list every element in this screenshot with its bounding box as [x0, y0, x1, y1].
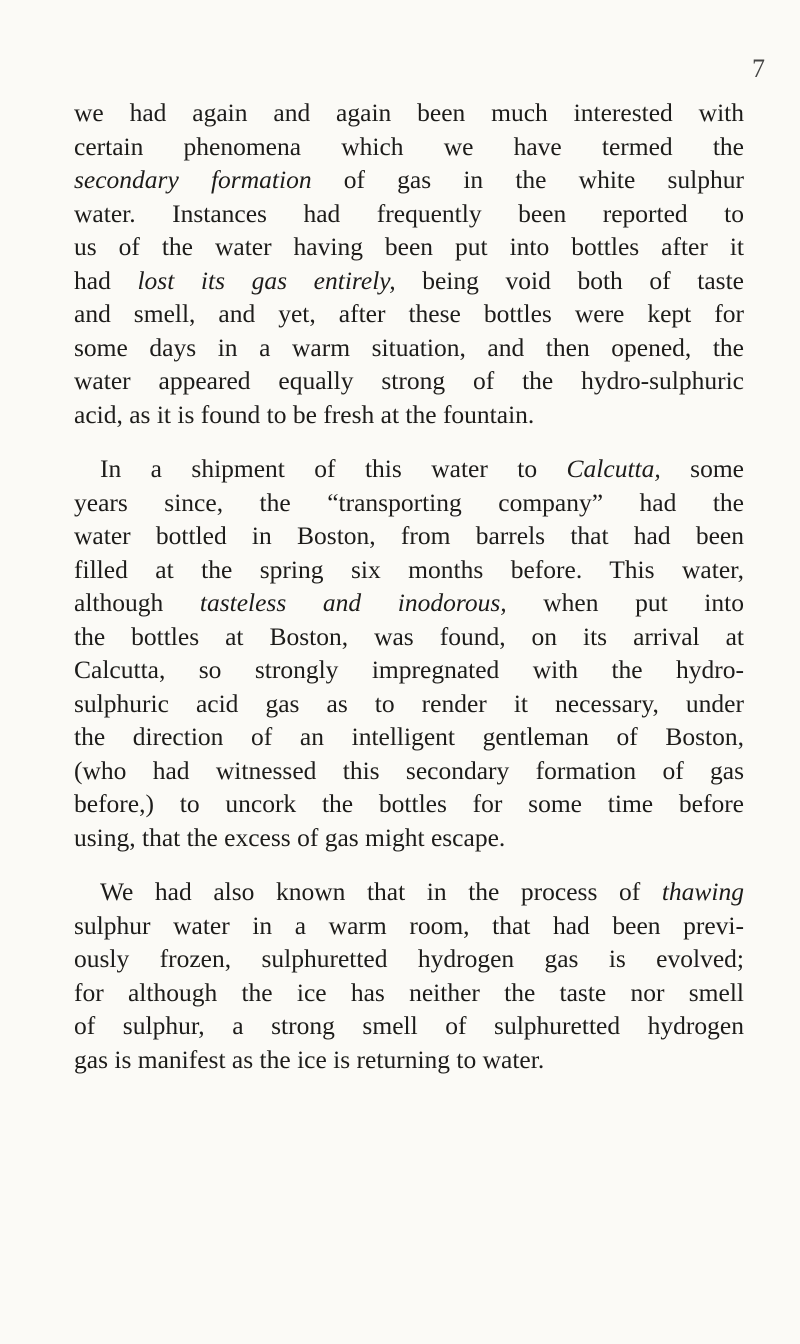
text-line: the direction of an intelligent gentleman of Boston, [74, 722, 744, 751]
text-line: filled at the spring six months before. This water, [74, 554, 744, 584]
text-line [74, 875, 744, 909]
text-segment: although [74, 588, 200, 617]
text-line: Calcutta, so strongly impregnated with the hydro- [74, 655, 744, 684]
body-text [74, 96, 744, 1076]
text-line [74, 452, 744, 486]
italic-phrase: lost its gas entirely, [137, 265, 396, 295]
text-line: years since, the “transporting company” had the [74, 487, 744, 517]
text-line: us of the water having been put into bottles after it [74, 232, 744, 261]
text-line: some days in a warm situation, and then opened, the [74, 332, 744, 362]
text-segment: of gas in the white sulphur [311, 165, 744, 194]
text-line: gas is manifest as the ice is returning to water. [74, 1044, 545, 1074]
text-line [74, 264, 744, 298]
text-segment: some [660, 454, 744, 483]
page-number: 7 [752, 54, 765, 83]
text-line [74, 586, 744, 620]
text-line: water bottled in Boston, from barrels that had been [74, 521, 744, 550]
text-line: we had again and again been much interested with [74, 98, 744, 127]
text-segment: We had also known that in the process of [100, 877, 662, 906]
text-line: the bottles at Boston, was found, on its arrival at [74, 621, 744, 651]
text-line: of sulphur, a strong smell of sulphuretted hydrogen [74, 1011, 744, 1040]
text-segment: being void both of taste [395, 265, 745, 295]
text-line: before,) to uncork the bottles for some time before [74, 789, 744, 818]
text-line: acid, as it is found to be fresh at the fountain. [74, 399, 535, 429]
text-line: certain phenomena which we have termed the [74, 131, 744, 161]
text-line: water. Instances had frequently been reported to [74, 198, 744, 228]
text-line: ously frozen, sulphuretted hydrogen gas is evolved; [74, 944, 744, 973]
text-line: for although the ice has neither the taste nor smell [74, 977, 744, 1007]
paragraph-2 [74, 452, 744, 854]
text-line: water appeared equally strong of the hydro-sulphuric [74, 366, 744, 395]
italic-phrase: Calcutta, [566, 454, 661, 483]
italic-phrase: secondary formation [74, 165, 312, 194]
italic-phrase: tasteless and inodorous, [199, 588, 507, 617]
text-line: sulphuric acid gas as to render it necessary, under [74, 688, 744, 718]
paragraph-1 [74, 96, 744, 431]
text-line: (who had witnessed this secondary formation of gas [74, 755, 744, 785]
text-line [74, 163, 744, 197]
text-segment: when put into [506, 588, 744, 617]
paragraph-3 [74, 875, 744, 1076]
text-segment: had [74, 265, 138, 295]
text-segment: In a shipment of this water to [100, 454, 567, 483]
text-line: and smell, and yet, after these bottles were kept for [74, 299, 744, 328]
text-line: sulphur water in a warm room, that had been previ- [74, 910, 744, 940]
text-line: using, that the excess of gas might escape. [74, 822, 506, 852]
italic-phrase: thawing [661, 877, 744, 906]
